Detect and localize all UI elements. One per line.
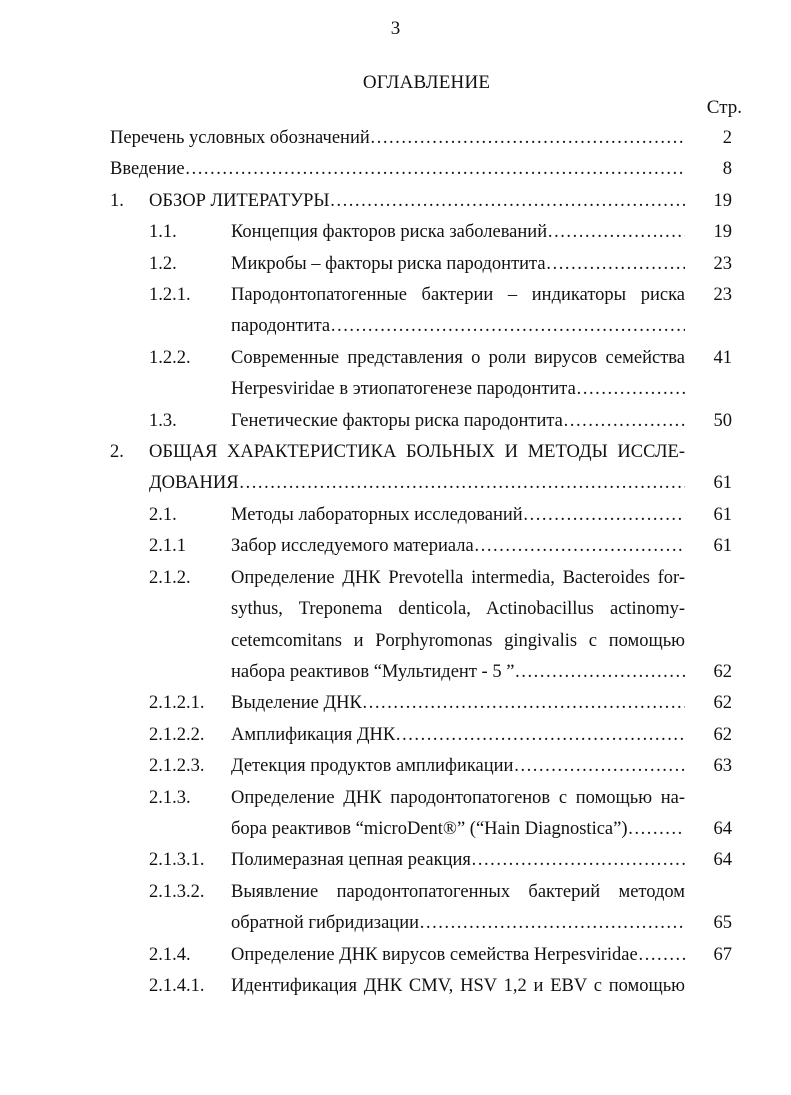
dot-leader xyxy=(471,845,685,876)
dot-leader xyxy=(523,500,685,531)
dot-leader xyxy=(514,657,685,688)
toc-entry-page: 61 xyxy=(713,473,732,494)
toc-entry-number: 2.1.2. xyxy=(149,567,191,588)
toc-entry-title xyxy=(110,123,685,154)
page-number: 3 xyxy=(390,18,401,39)
toc-entry xyxy=(110,154,742,185)
toc-entry xyxy=(110,688,742,719)
toc-entry xyxy=(110,343,742,406)
toc-entry-page: 65 xyxy=(713,913,732,934)
toc-entry xyxy=(110,186,742,217)
toc-entry-number: 1.2.1. xyxy=(149,285,191,306)
toc-entry-number: 2.1.2.3. xyxy=(149,756,205,777)
toc-entry-page: 23 xyxy=(713,253,732,274)
toc-entry-number: 1. xyxy=(110,190,124,211)
toc-entry-title xyxy=(149,437,685,500)
dot-leader xyxy=(362,688,685,719)
toc-entry xyxy=(110,280,742,343)
toc-entry-title xyxy=(231,500,685,531)
toc-entry-page xyxy=(685,971,742,1002)
toc-entry-title xyxy=(231,531,685,562)
dot-leader xyxy=(638,940,685,971)
toc-entry xyxy=(110,783,742,846)
toc-entry xyxy=(110,845,742,876)
toc-entry-number: 2.1.2.1. xyxy=(149,693,205,714)
toc-title: ОГЛАВЛЕНИЕ xyxy=(362,72,491,93)
dot-leader xyxy=(563,406,685,437)
dot-leader xyxy=(474,531,685,562)
toc-entry-number: 2. xyxy=(110,442,124,463)
toc-entry-title-line: Методы лабораторных исследований xyxy=(231,504,523,525)
toc-entry-number: 2.1.3. xyxy=(149,787,191,808)
table-of-contents xyxy=(110,123,742,1002)
toc-entry-page: 62 xyxy=(713,661,732,682)
dot-leader xyxy=(370,123,685,154)
toc-entry-number: 1.2.2. xyxy=(149,347,191,368)
toc-entry xyxy=(110,751,742,782)
toc-entry-page: 23 xyxy=(713,285,732,306)
toc-entry-title-line: Определение ДНК пародонтопатогенов с помощью на- xyxy=(231,787,685,808)
toc-entry-page: 63 xyxy=(713,756,732,777)
toc-entry-title-line: Определение ДНК Prevotella intermedia, Bacteroides for- xyxy=(231,567,685,588)
dot-leader xyxy=(546,249,685,280)
toc-entry-page: 62 xyxy=(713,693,732,714)
toc-entry-number: 2.1.2.2. xyxy=(149,724,205,745)
toc-entry xyxy=(110,123,742,154)
toc-entry-title xyxy=(149,186,685,217)
toc-entry-title xyxy=(231,940,685,971)
toc-entry-title-line: sythus, Treponema denticola, Actinobacillus actinomy- xyxy=(231,599,685,620)
toc-entry xyxy=(110,720,742,751)
toc-entry xyxy=(110,877,742,940)
toc-entry-title xyxy=(231,971,685,1002)
toc-entry-title-line: Полимеразная цепная реакция xyxy=(231,850,471,871)
toc-entry-number: 2.1.4.1. xyxy=(149,975,205,996)
toc-entry-title-line: Выявление пародонтопатогенных бактерий методом xyxy=(231,881,685,902)
toc-entry-title xyxy=(231,406,685,437)
toc-entry-title-line: Herpesviridae в этиопатогенезе пародонтита xyxy=(231,379,576,400)
toc-entry xyxy=(110,531,742,562)
toc-entry xyxy=(110,437,742,500)
toc-entry-title xyxy=(231,343,685,406)
toc-entry-title-line: Концепция факторов риска заболеваний xyxy=(231,222,548,243)
toc-entry-page: 62 xyxy=(713,724,732,745)
dot-leader xyxy=(185,154,685,185)
toc-entry-title xyxy=(110,154,685,185)
toc-entry-page: 19 xyxy=(713,222,732,243)
toc-entry-title xyxy=(231,845,685,876)
toc-entry-number: 1.3. xyxy=(149,410,177,431)
toc-entry-title-line: набора реактивов “Мультидент - 5 ” xyxy=(231,661,515,682)
toc-entry-number: 1.2. xyxy=(149,253,177,274)
toc-entry xyxy=(110,217,742,248)
toc-entry-title-line: cetemcomitans и Porphyromonas gingivalis с помощью xyxy=(231,630,685,651)
toc-entry-page: 67 xyxy=(713,944,732,965)
toc-entry-title xyxy=(231,720,685,751)
toc-entry-title-line: Детекция продуктов амплификации xyxy=(231,756,514,777)
toc-entry-number: 2.1.3.2. xyxy=(149,881,205,902)
toc-entry-page: 41 xyxy=(713,347,732,368)
dot-leader xyxy=(513,751,685,782)
toc-entry xyxy=(110,249,742,280)
page-column-header: Стр. xyxy=(706,97,742,118)
toc-entry-page: 61 xyxy=(713,504,732,525)
dot-leader xyxy=(628,814,685,845)
toc-entry-number: 2.1.4. xyxy=(149,944,191,965)
toc-entry-number: 1.1. xyxy=(149,222,177,243)
toc-entry-number: 2.1.1 xyxy=(149,536,186,557)
toc-entry-page: 8 xyxy=(722,159,732,180)
dot-leader xyxy=(547,217,685,248)
toc-entry-title-line: ОБЩАЯ ХАРАКТЕРИСТИКА БОЛЬНЫХ И МЕТОДЫ ИССЛЕ- xyxy=(149,442,685,463)
toc-entry-title-line: ДОВАНИЯ xyxy=(149,473,239,494)
toc-entry-title xyxy=(231,217,685,248)
toc-entry-page: 64 xyxy=(713,850,732,871)
toc-entry-title-line: Современные представления о роли вирусов семейства xyxy=(231,347,685,368)
toc-entry-title-line: Генетические факторы риска пародонтита xyxy=(231,410,563,431)
toc-entry-title xyxy=(231,280,685,343)
toc-entry-title-line: Пародонтопатогенные бактерии – индикаторы риска xyxy=(231,285,685,306)
dot-leader xyxy=(395,720,685,751)
toc-entry-title-line: обратной гибридизации xyxy=(231,913,419,934)
toc-entry-page: 50 xyxy=(713,410,732,431)
toc-entry xyxy=(110,971,742,1002)
toc-entry xyxy=(110,500,742,531)
toc-entry-title-line: Микробы – факторы риска пародонтита xyxy=(231,253,546,274)
toc-entry-title xyxy=(231,563,685,689)
toc-entry-title-line: бора реактивов “microDent®” (“Hain Diagnostica”) xyxy=(231,818,628,839)
toc-entry-page: 61 xyxy=(713,536,732,557)
dot-leader xyxy=(576,374,685,405)
toc-entry-title-line: Амплификация ДНК xyxy=(231,724,396,745)
toc-entry xyxy=(110,406,742,437)
toc-entry-number: 2.1. xyxy=(149,504,177,525)
toc-entry-number: 2.1.3.1. xyxy=(149,850,205,871)
toc-entry-title xyxy=(231,783,685,846)
toc-entry-title xyxy=(231,249,685,280)
toc-entry-title xyxy=(231,688,685,719)
toc-entry-title xyxy=(231,877,685,940)
toc-entry-title-line: Введение xyxy=(110,159,185,180)
toc-entry-title-line: Забор исследуемого материала xyxy=(231,536,474,557)
toc-entry-title-line: ОБЗОР ЛИТЕРАТУРЫ xyxy=(149,190,330,211)
dot-leader xyxy=(239,468,685,499)
toc-entry-title-line: пародонтита xyxy=(231,316,331,337)
toc-entry-title xyxy=(231,751,685,782)
toc-entry-title-line: Определение ДНК вирусов семейства Herpesviridae xyxy=(231,944,638,965)
toc-entry-page: 64 xyxy=(713,818,732,839)
toc-entry xyxy=(110,940,742,971)
toc-entry-title-line: Идентификация ДНК CMV, HSV 1,2 и EBV с помощью xyxy=(231,975,685,996)
toc-entry-title-line: Перечень условных обозначений xyxy=(110,128,370,148)
toc-entry-page: 2 xyxy=(722,128,732,148)
toc-entry-page: 19 xyxy=(713,190,732,211)
toc-entry-title-line: Выделение ДНК xyxy=(231,693,362,714)
dot-leader xyxy=(330,186,685,217)
dot-leader xyxy=(419,908,685,939)
dot-leader xyxy=(330,311,685,342)
toc-entry xyxy=(110,563,742,689)
